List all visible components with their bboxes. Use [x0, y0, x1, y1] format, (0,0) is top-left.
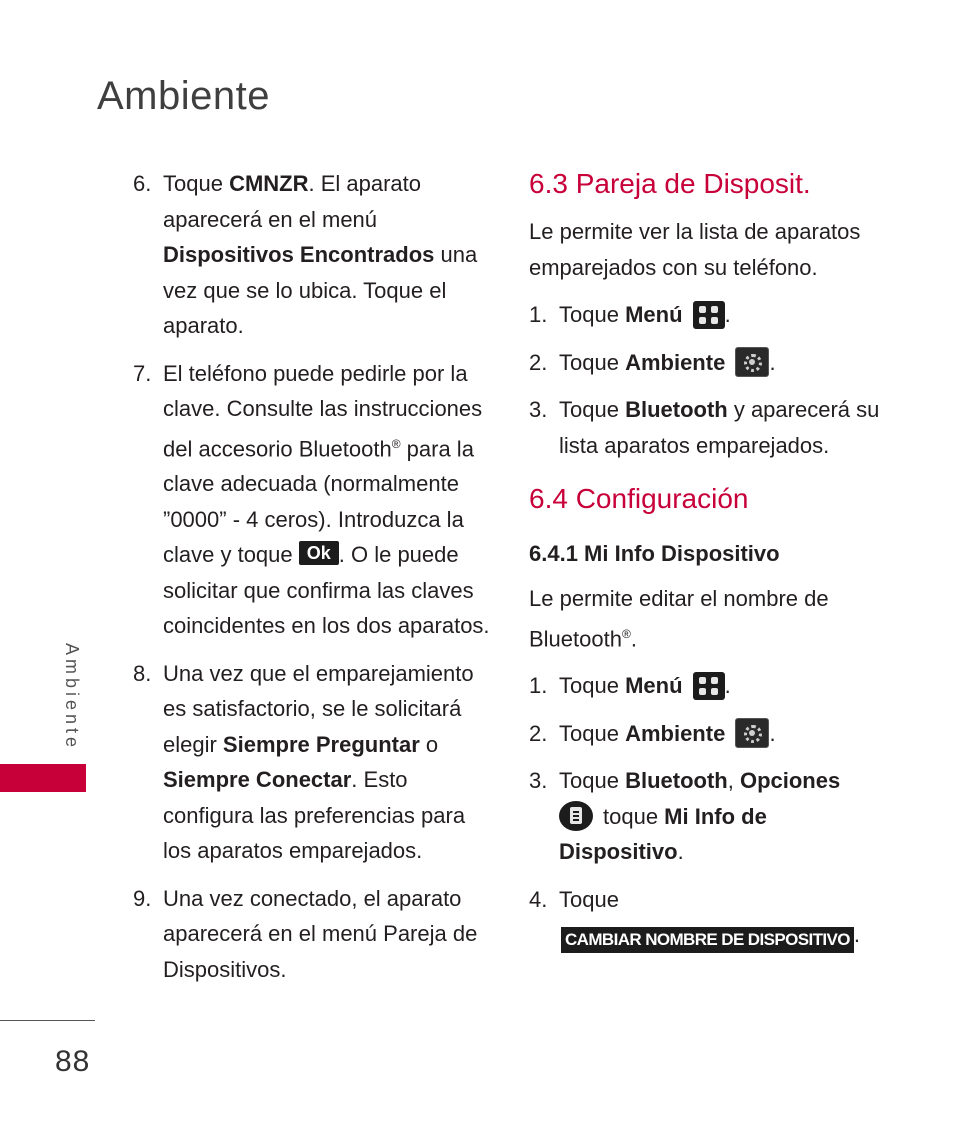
step-number: 1. — [529, 673, 548, 699]
sec63-step-1 — [529, 297, 889, 333]
sec63-step-2 — [529, 345, 889, 381]
menu-grid-icon[interactable] — [693, 301, 725, 329]
menu-grid-icon[interactable] — [693, 672, 725, 700]
bluetooth-label: Bluetooth — [625, 397, 728, 422]
section-heading-6-4: 6.4 Configuración — [529, 483, 749, 514]
settings-gear-icon[interactable] — [735, 718, 769, 748]
step-7 — [133, 356, 493, 644]
step-text: , — [727, 768, 740, 794]
step-text: Una vez que el emparejamiento es satisfactorio, se le solicitará elegir — [163, 660, 474, 757]
step-number: 2. — [529, 720, 548, 746]
step-number: 1. — [529, 302, 548, 327]
step-text: o — [419, 731, 439, 757]
step-number: 8. — [133, 660, 152, 686]
menu-label: Menú — [625, 673, 683, 699]
page-number: 88 — [55, 1045, 91, 1078]
always-ask-label: Siempre Preguntar — [222, 731, 420, 757]
step-number: 3. — [529, 397, 548, 422]
step-text: Una vez conectado, el aparato aparecerá en el menú Pareja de Dispositivos. — [163, 885, 478, 982]
step-number: 6. — [133, 171, 152, 196]
ok-button[interactable]: Ok — [299, 541, 339, 565]
cmnzr-label: CMNZR — [229, 171, 309, 196]
settings-label: Ambiente — [625, 349, 726, 375]
my-device-info-label: Mi Info de Dispositivo — [559, 803, 767, 865]
step-text: Toque — [559, 720, 626, 746]
found-devices-label: Dispositivos Encontrados — [163, 242, 435, 267]
step-text: . O le puede solicitar que confirma las claves coincidentes en los dos aparatos. — [163, 542, 490, 639]
settings-label: Ambiente — [625, 720, 726, 746]
step-text: Toque — [559, 673, 626, 699]
section-intro: Le permite ver la lista de aparatos emparejados con su teléfono. — [529, 219, 861, 280]
sec64-step-4 — [529, 882, 889, 954]
sec63-step-3 — [529, 392, 889, 463]
menu-label: Menú — [625, 302, 683, 327]
step-number: 2. — [529, 349, 548, 375]
section-intro — [529, 581, 889, 656]
footer-divider — [0, 1020, 95, 1021]
step-text: una vez que se lo ubica. Toque el aparato. — [163, 242, 478, 338]
step-text: . El aparato aparecerá en el menú — [163, 171, 422, 232]
section-heading-6-3: 6.3 Pareja de Disposit. — [529, 168, 811, 199]
step-text: Toque — [163, 171, 230, 196]
sec64-step-1 — [529, 668, 889, 704]
step-text: Toque — [559, 349, 626, 375]
step-text: toque — [603, 803, 665, 829]
step-text: . Esto configura las preferencias para los aparatos emparejados. — [163, 767, 466, 864]
options-icon[interactable] — [559, 801, 593, 831]
sec64-step-3 — [529, 763, 889, 870]
step-text: Toque — [559, 397, 626, 422]
registered-mark: ® — [621, 626, 631, 641]
sec64-step-2 — [529, 716, 889, 752]
registered-mark: ® — [391, 436, 401, 451]
page-title: Ambiente — [97, 74, 270, 118]
options-label: Opciones — [739, 768, 841, 794]
step-9 — [133, 881, 493, 988]
step-number: 3. — [529, 768, 548, 794]
step-number: 9. — [133, 885, 152, 911]
step-text: . — [677, 839, 684, 865]
step-number: 7. — [133, 360, 152, 386]
settings-gear-icon[interactable] — [735, 347, 769, 377]
step-text: para la clave adecuada (normalmente ”0000” - 4 ceros). Introduzca la clave y toque — [163, 435, 474, 568]
step-text: . — [724, 302, 731, 327]
step-text: . — [724, 673, 731, 699]
step-number: 4. — [529, 886, 548, 912]
step-text: . — [853, 922, 860, 948]
left-column — [133, 166, 493, 999]
right-column — [529, 166, 889, 965]
step-text: y aparecerá su lista aparatos emparejados. — [559, 397, 880, 458]
subsection-heading-6-4-1: 6.4.1 Mi Info Dispositivo — [529, 541, 780, 566]
step-text: . — [769, 720, 776, 746]
bluetooth-label: Bluetooth — [625, 768, 728, 794]
intro-text: . — [630, 625, 637, 651]
change-device-name-button[interactable]: CAMBIAR NOMBRE DE DISPOSITIVO — [561, 927, 854, 953]
step-text: Toque — [559, 302, 626, 327]
step-text: El teléfono puede pedirle por la clave. Consulte las instrucciones del accesorio Bluetooth — [163, 360, 483, 461]
always-connect-label: Siempre Conectar — [163, 767, 352, 793]
step-text: Toque — [559, 768, 626, 794]
step-text: Toque — [559, 886, 619, 912]
intro-text: Le permite editar el nombre de Bluetooth — [529, 586, 829, 651]
step-6 — [133, 166, 493, 344]
side-tab-label: Ambiente — [62, 643, 82, 752]
side-tab-marker — [0, 764, 86, 792]
step-text: . — [769, 349, 776, 375]
step-8 — [133, 656, 493, 869]
